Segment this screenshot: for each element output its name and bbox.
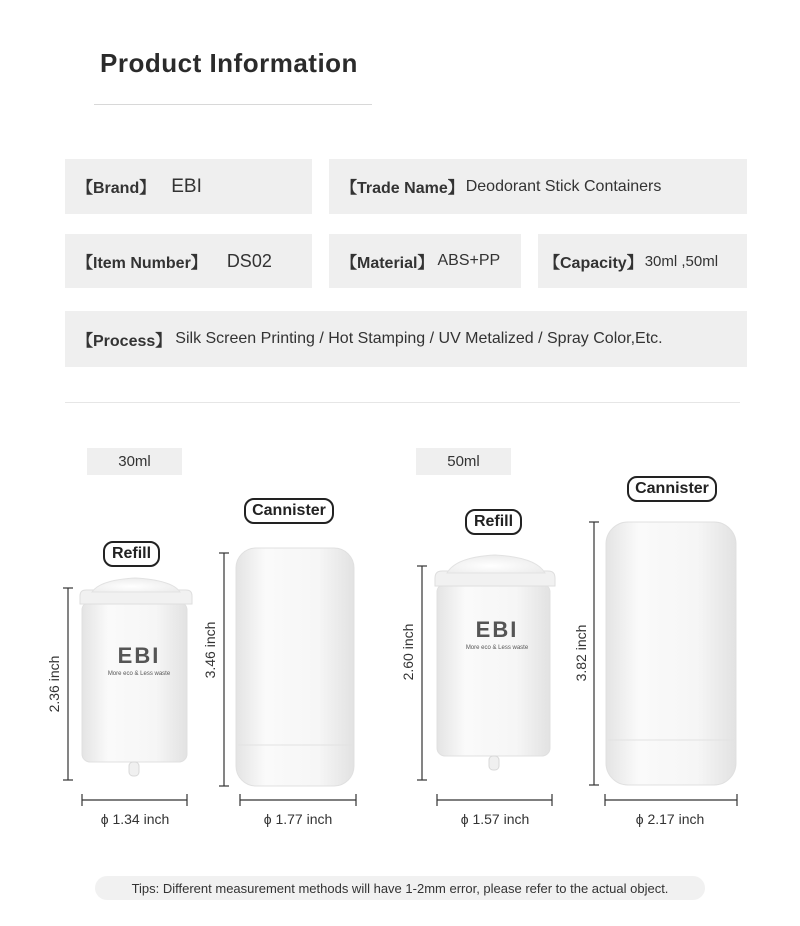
cannister-30ml [236, 548, 354, 786]
logo-slogan: More eco & Less waste [465, 645, 529, 651]
cannister-30ml-tag: Cannister [244, 498, 334, 524]
refill-50ml [435, 555, 555, 770]
material-value: ABS+PP [437, 252, 501, 269]
refill-30ml-diameter: ϕ 1.34 inch [100, 811, 170, 827]
refill-50ml-tag: Refill [465, 509, 522, 535]
trade-name-key: 【Trade Name】 [341, 180, 464, 197]
size-tag-30ml: 30ml [87, 448, 182, 475]
refill-30ml [80, 578, 192, 776]
ebi-logo-50ml [460, 619, 534, 651]
cannister-50ml-height: 3.82 inch [573, 624, 589, 682]
brand-value: EBI [171, 175, 202, 197]
cannister-30ml-diameter: ϕ 1.77 inch [263, 811, 333, 827]
page-title: Product Information [100, 48, 358, 78]
cannister-50ml-diameter: ϕ 2.17 inch [635, 811, 705, 827]
cannister-30ml-height: 3.46 inch [202, 621, 218, 679]
logo-slogan: More eco & Less waste [107, 671, 171, 677]
trade-name-value: Deodorant Stick Containers [465, 177, 662, 195]
logo-mark: EBI [117, 643, 161, 668]
cannister-50ml [606, 522, 736, 785]
tips-note: Tips: Different measurement methods will have 1-2mm error, please refer to the actual object. [95, 876, 705, 900]
material-key: 【Material】 [341, 254, 434, 272]
item-number-value: DS02 [226, 250, 272, 271]
refill-30ml-height: 2.36 inch [46, 655, 62, 713]
logo-mark: EBI [475, 617, 519, 642]
brand-key: 【Brand】 [77, 180, 156, 197]
refill-50ml-diameter: ϕ 1.57 inch [460, 811, 530, 827]
refill-30ml-tag: Refill [103, 541, 160, 567]
ebi-logo-30ml [104, 645, 174, 677]
capacity-key: 【Capacity】 [544, 254, 643, 272]
capacity-value: 30ml ,50ml [644, 252, 719, 270]
size-tag-50ml: 50ml [416, 448, 511, 475]
item-number-key: 【Item Number】 [77, 254, 207, 272]
process-key: 【Process】 [77, 332, 172, 350]
process-value: Silk Screen Printing / Hot Stamping / UV Metalized / Spray Color,Etc. [175, 330, 663, 347]
cannister-50ml-tag: Cannister [627, 476, 717, 502]
refill-50ml-height: 2.60 inch [400, 623, 416, 681]
